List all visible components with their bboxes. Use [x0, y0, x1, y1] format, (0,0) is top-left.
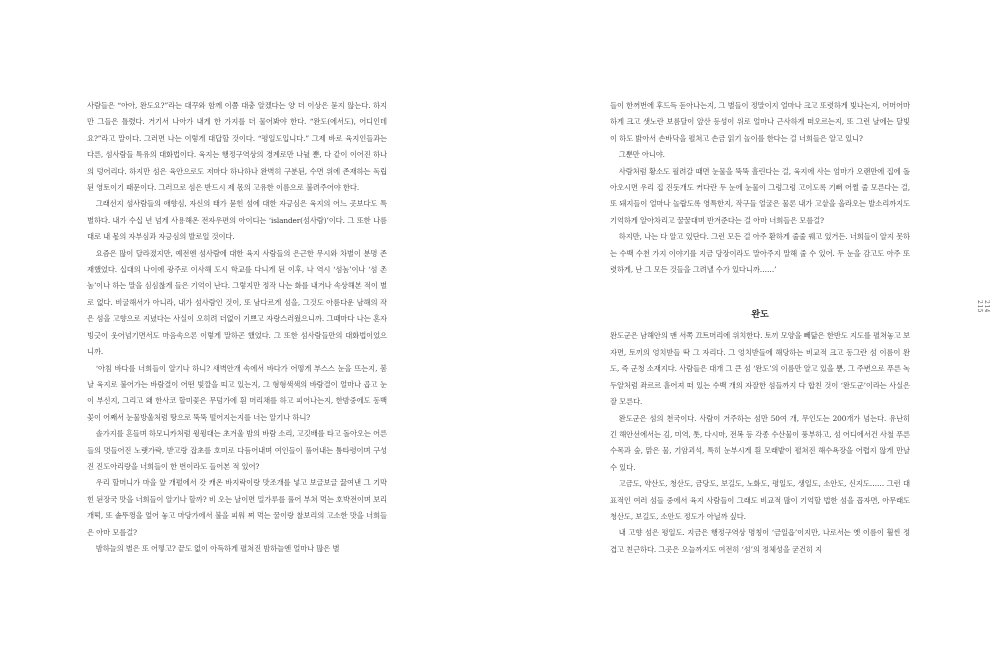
paragraph: 하지만, 나는 다 알고 있단다. 그런 모든 걸 아주 환하게 줄줄 꿰고 있거든. 너희들이 알지 못하는 수백 수천 가지 이야기를 지금 당장이라도 말아주지 말해 줄 수 있어. 두 눈을 감고도 아주 또렷하게, 난 그 모든 것들을 그려낼 수가 있다니까……’	[610, 232, 910, 275]
paragraph: 사람처럼 황소도 필려갈 때면 눈물을 뚝뚝 흘린다는 걸, 육지에 사는 엄마가 오랜만에 집에 돌아오시면 우리 집 진돗개도 커다란 두 눈에 눈물이 그렁그렁 고이도록 기뻐 어쩔 줄 모른다는 걸, 또 돼지들이 얼마나 놀랍도록 영특한지, 작구들 얼굴은 물론 내가 고샅을 올라오는 발소리까지도 기억하게 알아차리고 꿀꿀대며 반겨준다는 걸 아마 너희들은 모를걸?	[610, 166, 910, 225]
right-page-paragraphs-after	[610, 328, 910, 558]
right-page-paragraphs-before	[610, 98, 910, 278]
paragraph: 우리 할머니가 마을 앞 개펄에서 갓 캐온 바지락이랑 맛조개를 넣고 보글보글 끓여낸 그 기막힌 된장국 맛을 너희들이 알기나 할까? 비 오는 날이면 밀가루를 풀어 부쳐 먹는 호박전이며 보리개떡, 또 솥뚜껑을 엎어 놓고 마당가에서 불을 피워 쪄 먹는 꿀이랑 찰보리의 고소한 맛을 너희들은 아마 모를걸?	[87, 478, 387, 537]
paragraph: 내 고향 섬은 평일도. 지금은 행정구역상 명칭이 ‘금일읍’이지만, 나로서는 옛 이름이 훨씬 정겹고 친근하다. 그곳은 오늘까지도 여전히 ‘섬’의 정체성을 굳건히 지	[610, 528, 910, 554]
section-spacer	[610, 278, 910, 308]
paragraph: 요즘은 많이 달라졌지만, 예전엔 섬사람에 대한 육지 사람들의 은근한 무시와 차별이 분명 존재했었다. 십대의 나이에 광주로 이사해 도시 학교를 다니게 된 이후, 나 역시 ‘섬놈’이나 ‘섬 촌놈’이나 하는 말을 심심찮게 들은 기억이 난다. 그렇지만 정작 나는 화를 내거나 속상해본 적이 별로 없다. 비굴해서가 아니라, 내가 섬사람인 것이, 또 남다르게 섬을, 그것도 아름다운 남해의 작은 섬을 고향으로 지녔다는 사실이 오히려 더없이 기쁘고 자랑스러웠으니까. 그때마다 나는 혼자 빙긋이 웃어넘기면서도 마음속으론 이렇게 말하곤 했었다. 그 또한 섬사람들만의 대화법이었으니까.	[87, 248, 387, 357]
paragraph: 밤하늘의 별은 또 어떻고? 끝도 없이 아득하게 펼쳐진 밤하늘엔 얼마나 많은 별	[95, 543, 340, 553]
paragraph: 솔가지를 흔들며 하모니카처럼 윙윙대는 초겨울 밤의 바람 소리, 고깃배를 타고 돌아오는 어른들의 멋들어진 노랫가락, 받고랑 잡초를 호미로 다듬어내며 여인들이 풀어내는 툼타령이며 구성진 진도아리랑을 너희들이 한 번이라도 들어본 적 있어?	[87, 429, 387, 471]
left-page-text-column	[87, 98, 387, 557]
page-number-left: 214	[983, 300, 990, 313]
page-number-right: 215	[976, 300, 983, 313]
paragraph: ‘아침 바다를 너희들이 알기나 하니? 새벽안개 속에서 바다가 어떻게 부스스 눈을 뜨는지, 봄날 육지로 불어가는 바람결이 어떤 빛깔을 띠고 있는지, 그 형형색색의 바람결이 얼마나 곱고 눈이 부신지, 그리고 왜 한사코 할미꽃은 무덤가에 흰 머리채를 하고 피어나는지, 한밤중에도 동백꽃이 어째서 눈물방울처럼 땅으로 뚝뚝 떨어지는지를 너는 알기나 하니?	[87, 363, 387, 422]
paragraph: 그래선지 섬사람들의 애향심, 자신의 태가 묻힌 섬에 대한 자긍심은 육지의 어느 곳보다도 특별하다. 내가 수십 년 넘게 사용해온 전자우편의 아이디는 ‘islander(섬사람)’이다. 그 또한 나름대로 내 몫의 자부심과 자긍심의 발로일 것이다.	[87, 199, 387, 242]
paragraph: 고금도, 약산도, 청산도, 금당도, 보길도, 노화도, 평일도, 생일도, 소안도, 신지도…… 그런 대표적인 여러 섬들 중에서 육지 사람들이 그래도 비교적 많이 기억할 법한 섬을 꼽자면, 아무래도 청산도, 보길도, 소안도 정도가 아닐까 싶다.	[610, 479, 910, 521]
paragraph: 완도군은 남해안의 맨 서쪽 끄트머리에 위치한다. 토끼 모양을 빼닮은 한반도 지도를 펼쳐놓고 보자면, 토끼의 엉치받들 딱 그 자리다. 그 엉치받들에 해당하는 비교적 크고 동그란 섬 이름이 완도, 즉 군청 소재지다. 사람들은 대개 그 큰 섬 ‘완도’의 이름만 알고 있을 뿐, 그 주변으로 푸른 녹두알처럼 좌르르 흩어져 떠 있는 수백 개의 자잘한 섬들까지 다 합친 것이 ‘완도군’이라는 사실은 잘 모른다.	[610, 331, 910, 407]
paragraph: 완도군은 섬의 천국이다. 사람이 거주하는 섬만 50여 개, 무인도는 200개가 넘는다. 유난히 긴 해안선에서는 김, 미역, 톳, 다시마, 전복 등 각종 수산물이 풍부하고, 섬 어디에서건 사철 푸른 수목과 숲, 맑은 물, 기암괴석, 특히 눈부시게 흰 모래밭이 펼쳐진 해수욕장을 어렵지 않게 만날 수 있다.	[610, 413, 910, 472]
right-page	[500, 0, 1000, 666]
paragraph: 들이 한꺼번에 후드득 돋아나는지, 그 별들이 정말이지 얼마나 크고 또렷하게 빛나는지, 어머어마하게 크고 샛노란 보름달이 앞산 등성이 위로 얼마나 근사하게 떠오르는지, 또 그런 날에는 달빛이 하도 밝아서 손바닥을 펼쳐고 손금 읽기 놀이를 한다는 걸 너희들은 알고 있니?	[610, 101, 910, 143]
section-title: 완도	[751, 310, 769, 321]
paragraph: 그뿐만 아니야.	[618, 150, 665, 160]
paragraph: 사람들은 “아아, 완도요?”라는 대꾸와 함께 이쯤 대충 알겠다는 양 더 이상은 묻지 않는다. 하지만 그들은 틀렸다. 거기서 나아가 내게 한 가지를 더 물어봐야 한다. “완도(에서도), 어디인데요?”라고 말이다. 그러면 나는 이렇게 대답할 것이다. “평일도입니다.” 그제 바로 육지인들과는 다른, 섬사람들 특유의 대화법이다. 육지는 행정구역상의 경계로만 나뉠 뿐, 다 같이 이어진 하나의 덩어리다. 하지만 섬은 육안으로도 저마다 하나하나 완벽히 구분된, 수면 위에 존재하는 독립된 영토이기 때문이다. 그러므로 섬은 반드시 제 몫의 고유한 이름으로 불려주어야 한다.	[87, 101, 387, 193]
right-page-text-column	[610, 98, 910, 558]
page-numbers	[976, 300, 990, 313]
